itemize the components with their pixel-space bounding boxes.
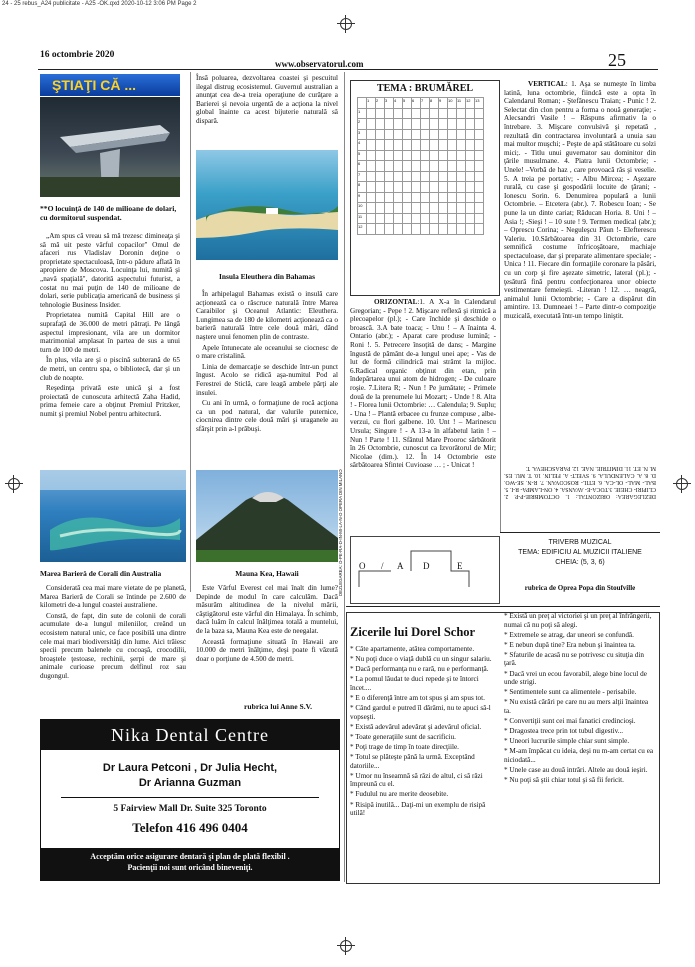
- crossword-cell[interactable]: [376, 150, 385, 161]
- crossword-cell[interactable]: [466, 192, 475, 203]
- dental-doctors-1: Dr Laura Petconi , Dr Julia Hecht,: [102, 762, 278, 774]
- crossword-cell[interactable]: [439, 119, 448, 130]
- zicere-item: * E o diferenţă între am tot spus şi am spus tot.: [350, 693, 485, 702]
- zicere-item: * Există adevărul adevărat şi adevărul oficial.: [350, 722, 482, 731]
- crossword-cell[interactable]: [376, 108, 385, 119]
- crossword-cell[interactable]: [475, 108, 484, 119]
- crossword-cell[interactable]: [421, 119, 430, 130]
- zicere-item: * La pomul lăudat te duci repede şi te întorci încet....: [350, 675, 479, 692]
- registration-mark-top: [340, 18, 352, 30]
- crossword-cell[interactable]: [475, 213, 484, 224]
- zicere-item: * Dacă vrei un ecou favorabil, alege bine locul de unde strigi.: [504, 669, 647, 687]
- orizontal-clues: [350, 298, 496, 470]
- crossword-cell[interactable]: [439, 161, 448, 172]
- crossword-cell[interactable]: [412, 150, 421, 161]
- crossword-cell[interactable]: [448, 171, 457, 182]
- crossword-cell[interactable]: [403, 192, 412, 203]
- crossword-cell[interactable]: [421, 182, 430, 193]
- crossword-column-number: 8: [430, 98, 439, 109]
- crossword-cell[interactable]: [376, 192, 385, 203]
- crossword-row-number: 9: [358, 192, 367, 203]
- coral-paragraph: Constă, de fapt, din sute de colonii de corali acumulate de-a lungul mileniilor, creând un ecosistem natural unic, ce face posibilă una dintre cele mai mari biodiversităţi din lume. Aici trăiesc specii precum balenele cu cocoaşă, crocodilii, broaştele ţestoase, rechinii, şerpi de mare şi animale curioase precum delfinul roz sau dugongul.: [40, 611, 186, 680]
- crossword-cell[interactable]: [385, 119, 394, 130]
- crossword-cell[interactable]: [385, 182, 394, 193]
- crossword-cell[interactable]: [457, 203, 466, 214]
- crossword-column-number: 10: [448, 98, 457, 109]
- crossword-column-number: 1: [367, 98, 376, 109]
- triverb-letter: E: [457, 561, 463, 571]
- crossword-cell[interactable]: [367, 161, 376, 172]
- crossword-cell[interactable]: [466, 171, 475, 182]
- zicere-item: * Umor nu înseamnă să râzi de altul, ci să râzi împreună cu el.: [350, 771, 483, 789]
- divider-1: [190, 72, 191, 592]
- crossword-cell[interactable]: [457, 171, 466, 182]
- crossword-cell[interactable]: [448, 129, 457, 140]
- crossword-cell[interactable]: [403, 108, 412, 119]
- crossword-cell[interactable]: [403, 150, 412, 161]
- header-rule: [38, 69, 658, 70]
- zicere-item: * Nu există cărări pe care nu au mers alţii înaintea ta.: [504, 698, 649, 715]
- crossword-cell[interactable]: [475, 129, 484, 140]
- crossword-cell[interactable]: [448, 213, 457, 224]
- crossword-cell[interactable]: [430, 192, 439, 203]
- zicerile-left-column: [350, 645, 496, 819]
- crossword-cell[interactable]: [412, 140, 421, 151]
- crossword-cell[interactable]: [367, 140, 376, 151]
- dental-address: 5 Fairview Mall Dr. Suite 325 Toronto: [113, 804, 267, 814]
- crossword-cell[interactable]: [403, 203, 412, 214]
- crossword-cell[interactable]: [475, 224, 484, 235]
- zicere-item: * Există un preţ al victoriei şi un preţ al înfrângerii, numai că nu poţi să alegi.: [504, 612, 652, 629]
- crossword-cell[interactable]: [475, 119, 484, 130]
- zicere-item: * Când gardul e putred îl dărâmi, nu te apuci să-l vopseşti.: [350, 704, 491, 721]
- stiati-caption: **O locuinţă de 140 de milioane de dolari, cu dormitorul suspendat.: [40, 204, 177, 222]
- crossword-cell[interactable]: [421, 192, 430, 203]
- crossword-row-number: 7: [358, 171, 367, 182]
- crossword-cell[interactable]: [403, 161, 412, 172]
- crossword-cell[interactable]: [448, 192, 457, 203]
- crossword-column-number: 12: [466, 98, 475, 109]
- crossword-cell[interactable]: [394, 119, 403, 130]
- crossword-cell[interactable]: [475, 203, 484, 214]
- triverb-letter: D: [423, 561, 430, 571]
- triverb-key: DEZLEGAREA: O-PE-RA-D-IN-MI-LA-N-O OPERA DIN MILANO: [338, 469, 343, 596]
- zicere-item: * Sentimentele sunt ca alimentele - perisabile.: [504, 688, 637, 697]
- crossword-cell[interactable]: [421, 224, 430, 235]
- crossword-cell[interactable]: [439, 108, 448, 119]
- dental-footer: [41, 848, 339, 880]
- mauna-kea-photo: [196, 470, 338, 562]
- crossword-column-number: 9: [439, 98, 448, 109]
- crossword-cell[interactable]: [475, 150, 484, 161]
- crossword-cell[interactable]: [394, 224, 403, 235]
- crossword-column-number: 7: [421, 98, 430, 109]
- crossword-column-number: 5: [403, 98, 412, 109]
- crossword-cell[interactable]: [385, 192, 394, 203]
- crossword-cell[interactable]: [376, 213, 385, 224]
- crossword-cell[interactable]: [394, 192, 403, 203]
- crossword-cell[interactable]: [403, 224, 412, 235]
- crossword-cell[interactable]: [457, 150, 466, 161]
- crossword-cell[interactable]: [412, 161, 421, 172]
- crossword-cell[interactable]: [367, 203, 376, 214]
- crossword-cell[interactable]: [421, 203, 430, 214]
- triverb-rule: [346, 606, 660, 607]
- crossword-cell[interactable]: [430, 108, 439, 119]
- stiati-paragraph: „Am spus că vreau să mă trezesc dimineaţa şi să mă uit peste vârful copacilor" Omul de afaceri rus Vladislav Doronin deţine o proprietate spectaculoasă, într-o pădure aflată în apropiere de Moscova. Locuinţa lui, numită şi „navă spaţială", datorită aspectului futurist, a costat nu mai puţin de 140 de milioane de dolari, serie publicaţia americană de business şi tehnologie Business Insider.: [40, 232, 180, 309]
- crossword-cell[interactable]: [421, 150, 430, 161]
- crossword-cell[interactable]: [412, 171, 421, 182]
- zicere-item: * Unele case au două intrări. Altele au două ieşiri.: [504, 766, 648, 774]
- eleuthera-caption: Insula Eleuthera din Bahamas: [219, 272, 315, 281]
- crossword-cell[interactable]: [376, 161, 385, 172]
- crossword-cell[interactable]: [439, 129, 448, 140]
- dezlegarea-text: [504, 464, 656, 499]
- crossword-cell[interactable]: [376, 140, 385, 151]
- zicere-item: * Dacă performanţa nu e rară, nu e performanţă.: [350, 665, 489, 674]
- crossword-cell[interactable]: [466, 203, 475, 214]
- crossword-cell[interactable]: [385, 171, 394, 182]
- crossword-cell[interactable]: [421, 129, 430, 140]
- coral-reef-photo: [40, 470, 186, 562]
- crossword-column-number: 6: [412, 98, 421, 109]
- crossword-cell[interactable]: [394, 140, 403, 151]
- crossword-cell[interactable]: [466, 182, 475, 193]
- crossword-cell[interactable]: [367, 119, 376, 130]
- eleuthera-paragraph: Cu ani în urmă, o formaţiune de rocă acţiona ca un pod natural, dar valurile puternice, ciocnirea dintre cele două mări şi uraganele au sfârşit prin a-l prăbuşi.: [196, 399, 338, 433]
- crossword-row-number: 2: [358, 119, 367, 130]
- crossword-cell[interactable]: [421, 140, 430, 151]
- crossword-cell[interactable]: [448, 161, 457, 172]
- dental-title-bar: [41, 720, 339, 750]
- crossword-cell[interactable]: [376, 203, 385, 214]
- crossword-cell[interactable]: [385, 129, 394, 140]
- crossword-cell[interactable]: [466, 213, 475, 224]
- crossword-row-number: 5: [358, 150, 367, 161]
- crossword-cell[interactable]: [421, 161, 430, 172]
- coral-caption: Marea Barieră de Corali din Australia: [40, 569, 162, 578]
- zicere-item: * Sfaturile de acasă nu se potrivesc cu situţia din ţară.: [504, 650, 644, 668]
- crossword-cell[interactable]: [403, 119, 412, 130]
- crossword-cell[interactable]: [421, 213, 430, 224]
- crossword-cell[interactable]: [403, 182, 412, 193]
- mauna-signature: rubrica lui Anne S.V.: [244, 702, 313, 711]
- dental-footer-line: Pacienţii noi sunt oricând bineveniţi.: [127, 863, 253, 872]
- triverb-letter: O: [359, 561, 366, 571]
- eleuthera-paragraph: Apele întunecate ale oceanului se ciocnesc de o mare cristalină.: [196, 343, 338, 361]
- crossword-title: TEMA : BRUMĂREL: [376, 83, 474, 94]
- crossword-cell[interactable]: [385, 224, 394, 235]
- stiati-paragraph: Proprietatea numită Capital Hill are o suprafaţă de 36.000 de metri pătraţi. Pe lângă aspectul impresionant, vila are un dormitor matrimonial amplasat în partea de sus a unui turn de 100 de metri.: [40, 311, 180, 354]
- crossword-cell[interactable]: [439, 182, 448, 193]
- crossword-cell[interactable]: [475, 182, 484, 193]
- crossword-cell[interactable]: [457, 192, 466, 203]
- crossword-cell[interactable]: [367, 182, 376, 193]
- crossword-cell[interactable]: [466, 129, 475, 140]
- crossword-cell[interactable]: [430, 182, 439, 193]
- page-number: 25: [608, 50, 626, 70]
- mauna-paragraph: Această formaţiune situată în Hawaii are 10.000 de metri înălţime, deşi poate fi văzută doar o porţiune de 4.500 de metri.: [196, 637, 338, 663]
- spaceship-house-photo: [40, 97, 180, 197]
- stiati-banner-text: ŞTIAŢI CĂ ...: [52, 77, 136, 93]
- crossword-cell[interactable]: [466, 161, 475, 172]
- crossword-cell[interactable]: [376, 171, 385, 182]
- triverb-key-vertical: [338, 469, 343, 596]
- crossword-cell[interactable]: [367, 171, 376, 182]
- triverb-info: [502, 538, 658, 568]
- crossword-row-number: 8: [358, 182, 367, 193]
- crossword-cell[interactable]: [394, 161, 403, 172]
- crossword-cell[interactable]: [421, 171, 430, 182]
- crossword-cell[interactable]: [448, 119, 457, 130]
- crossword-cell[interactable]: [430, 224, 439, 235]
- vertical-text: : 1. Aşa se numeşte în limba latină, luna octombrie, fiindcă este a opta în Calendarul Roman; - Ştefănescu Traian; - Punic ! 2. Selectat din clon pentru a forma o nouă generaţie; - Alecsandri Vasile ! – Răspuns afirmativ la o întrebare. 3. Mişcare convulsivă şi repetată , rezultată din contractarea involuntară a unuia sau mai multor muşchi; - Peşte de apă stătătoare cu solzi mici;. - Titlu unui guvernator sau dominitor din ţările musulmane. 4. Piatra lunii Octombrie; - Unele! –Vorbă de haz , care provoacă râs şi veselie. 5. A treia pe portativ; - Albu Mircea; - Aşezare rurală, cu case şi gospodării locuite de ţărani; - Ionescu Sorin. 6. Denumirea populară a lunii Octombrie. – Etcetera (abr.). 7. Robescu Ioan; - Se pune la un dinte cariat; Răducan Horia. 8. Uni ! – Asia !; -Sieşi ! – 10 sute ! 9. Termen medical (abr.); – Oprescu Corina; - Neguleşcu Păun !- Elefterescu Valeriu. 10.Sărbătoarea din 31 Octombrie, care semnifică costume înfricoşătoare, machiaje spectaculoase, dar şi preparate alimentare speciale; - Unica ! 11. Fiecare din formaţiile coronare la păsări, cu un corp şi fire aşezate simetric, lateral (pl.); - ţesătură fină pentru confecţionarea unor obiecte vestimentare femeieşti. -Literan ! 12. … neagră, animalul lunii Octombrie; - Care a dispărut din amintire. 13. Dumneaei ! – Parte dintr-o compoziţie muzicală, executată într-un tempo liniştit.: [504, 80, 656, 321]
- crossword-cell[interactable]: [376, 182, 385, 193]
- dezlegarea-rule: [500, 532, 660, 533]
- zicere-item: * Fudulul nu are merite deosebite.: [350, 790, 449, 799]
- crossword-cell[interactable]: [466, 150, 475, 161]
- crossword-cell[interactable]: [448, 182, 457, 193]
- crossword-cell[interactable]: [385, 140, 394, 151]
- registration-mark-left: [8, 478, 20, 490]
- crossword-column-number: 13: [475, 98, 484, 109]
- crossword-cell[interactable]: [421, 108, 430, 119]
- crossword-cell[interactable]: [376, 119, 385, 130]
- crossword-cell[interactable]: [412, 108, 421, 119]
- crossword-cell[interactable]: [448, 203, 457, 214]
- crossword-cell[interactable]: [466, 108, 475, 119]
- triverb-theme: TEMA: EDIFICIU AL MUZICII ITALIENE: [518, 549, 642, 556]
- triverb-letter: A: [397, 561, 404, 571]
- crossword-cell[interactable]: [394, 203, 403, 214]
- zicere-item: * Nu poţi să ştii chiar totul şi să fii fericit.: [504, 776, 624, 785]
- crossword-cell[interactable]: [394, 182, 403, 193]
- crossword-cell[interactable]: [376, 224, 385, 235]
- crossword-cell[interactable]: [367, 192, 376, 203]
- stiati-paragraph: Reşedinţa privată este unică şi a fost proiectată de cunoscuta arhitectă Zaha Hadid, prima femeie care a obţinut Premiul Pritzker, numit şi premiul Nobel pentru arhitectură.: [40, 384, 180, 418]
- zicerile-right-column: [504, 612, 656, 786]
- crossword-cell[interactable]: [367, 224, 376, 235]
- crossword-cell[interactable]: [412, 119, 421, 130]
- triverb-box: [350, 536, 500, 604]
- crossword-cell[interactable]: [475, 192, 484, 203]
- dental-doctors-2: Dr Arianna Guzman: [138, 777, 242, 789]
- triverb-title: TRIVERB MUZICAL: [548, 539, 612, 546]
- crossword-cell[interactable]: [385, 213, 394, 224]
- crossword-grid: [357, 97, 484, 235]
- crossword-column-number: 11: [457, 98, 466, 109]
- crossword-cell[interactable]: [475, 161, 484, 172]
- mauna-article: [196, 584, 338, 665]
- crossword-row-number: 12: [358, 224, 367, 235]
- crossword-row-number: 6: [358, 161, 367, 172]
- crossword-cell[interactable]: [430, 171, 439, 182]
- crossword-cell[interactable]: [412, 224, 421, 235]
- zicere-item: * Convertiţii sunt cei mai fanatici credincioşi.: [504, 717, 636, 726]
- crossword-row-number: 3: [358, 129, 367, 140]
- zicere-item: * Nu poţi duce o viaţă dublă cu un singur salariu.: [350, 655, 492, 664]
- coral-article: [40, 584, 186, 683]
- triverb-key-hint: CHEIA: (5, 3, 6): [555, 559, 605, 566]
- crossword-cell[interactable]: [457, 161, 466, 172]
- crossword-cell[interactable]: [403, 140, 412, 151]
- crossword-column-number: 4: [394, 98, 403, 109]
- crossword-cell[interactable]: [439, 213, 448, 224]
- dental-title: Nika Dental Centre: [111, 725, 269, 745]
- crossword-cell[interactable]: [457, 129, 466, 140]
- crossword-cell[interactable]: [448, 140, 457, 151]
- crossword-cell[interactable]: [439, 140, 448, 151]
- coral-paragraph: Considerată cea mai mare vietate de pe planetă, Marea Barieră de Corali se întinde pe 2.600 de kilometri de-a lungul coastei australiene.: [40, 584, 186, 610]
- crossword-cell[interactable]: [439, 203, 448, 214]
- crossword-cell[interactable]: [448, 150, 457, 161]
- eleuthera-article: [196, 290, 338, 436]
- crossword-cell[interactable]: [430, 161, 439, 172]
- zicerile-title: Zicerile lui Dorel Schor: [350, 625, 476, 639]
- eleuthera-paragraph: În arhipelagul Bahamas există o insulă care acţionează ca o răscruce naturală între Marea Caraibilor şi Oceanul Atlantic: Eleuthera. Lungimea sa de 180 de kilometri acţionează ca o barieră naturală între cele două mări, dând naştere unui fenomen plin de contraste.: [196, 290, 338, 341]
- print-slug: 24 - 25 rebus_A24 publicitate - A25 -OK.qxd 2020-10-12 3:06 PM Page 2: [2, 1, 197, 7]
- crossword-cell[interactable]: [430, 140, 439, 151]
- crossword-row-number: 1: [358, 108, 367, 119]
- site-name: www.observatorul.com: [275, 59, 364, 69]
- crossword-row-number: 4: [358, 140, 367, 151]
- crossword-cell[interactable]: [430, 150, 439, 161]
- registration-mark-bottom: [340, 940, 352, 952]
- registration-mark-right: [676, 478, 688, 490]
- zicere-item: * M-am împăcat cu ideia, deşi nu m-am certat cu ea niciodată...: [504, 747, 654, 764]
- crossword-cell[interactable]: [385, 108, 394, 119]
- zicere-item: * Toate generaţiile sunt de sacrificiu.: [350, 732, 456, 741]
- crossword-row-number: 11: [358, 213, 367, 224]
- orizontal-heading: ORIZONTAL: [374, 298, 418, 306]
- divider-2: [344, 72, 345, 882]
- crossword-cell[interactable]: [439, 224, 448, 235]
- triverb-letter: /: [381, 561, 384, 571]
- crossword-row-number: 10: [358, 203, 367, 214]
- zicere-item: * E nebun după tine? Era nebun şi înaintea ta.: [504, 640, 636, 649]
- mauna-paragraph: Este Vârful Everest cel mai înalt din lume? Depinde de modul în care calculăm. Dacă măsurăm altitudinea de la nivelul mării, câştigătorul este vârful din Himalaya. În schimb, dacă luăm în calcul înălţimea totală a muntelui, de la baza sa, Mauna Kea este de neegalat.: [196, 584, 338, 635]
- crossword-cell[interactable]: [430, 203, 439, 214]
- crossword-cell[interactable]: [403, 213, 412, 224]
- crossword-cell[interactable]: [430, 119, 439, 130]
- crossword-cell[interactable]: [475, 140, 484, 151]
- divider-3: [500, 300, 501, 532]
- crossword-cell[interactable]: [403, 171, 412, 182]
- crossword-cell[interactable]: [466, 119, 475, 130]
- triverb-signature: rubrica de Oprea Popa din Stoufville: [524, 584, 636, 592]
- zicere-item: * Poţi trage de timp în toate direcţiile.: [350, 742, 459, 751]
- crossword-cell[interactable]: [457, 224, 466, 235]
- zicere-item: * Uneori lucrurile simple chiar sunt simple.: [504, 737, 630, 746]
- zicere-item: * Totul se plăteşte până la urmă. Exceptând datoriile...: [350, 753, 475, 770]
- crossword-cell[interactable]: [466, 140, 475, 151]
- crossword-cell[interactable]: [457, 213, 466, 224]
- crossword-cell[interactable]: [394, 150, 403, 161]
- crossword-cell[interactable]: [394, 129, 403, 140]
- eleuthera-photo: [196, 150, 338, 260]
- crossword-cell[interactable]: [412, 213, 421, 224]
- crossword-cell[interactable]: [457, 119, 466, 130]
- vertical-clues: [504, 80, 656, 321]
- crossword-cell[interactable]: [376, 129, 385, 140]
- stiati-article: [40, 232, 180, 420]
- dental-ad: [40, 719, 340, 881]
- crossword-cell[interactable]: [448, 224, 457, 235]
- crossword-cell[interactable]: [367, 150, 376, 161]
- crossword-cell[interactable]: [367, 108, 376, 119]
- crossword-cell[interactable]: [448, 108, 457, 119]
- crossword-cell[interactable]: [367, 213, 376, 224]
- crossword-cell[interactable]: [385, 150, 394, 161]
- crossword-cell[interactable]: [385, 203, 394, 214]
- crossword-cell[interactable]: [403, 129, 412, 140]
- crossword-cell[interactable]: [457, 108, 466, 119]
- crossword-cell[interactable]: [430, 129, 439, 140]
- crossword-cell[interactable]: [475, 171, 484, 182]
- crossword-cell[interactable]: [439, 150, 448, 161]
- page-date: 16 octombrie 2020: [40, 50, 115, 60]
- eleuthera-paragraph: Linia de demarcaţie se deschide într-un punct îngust. Acolo se ridică aşa-numitul Pod al Ferestrei de Sticlă, care leagă ambele părţi ale insulei.: [196, 362, 338, 397]
- zicere-item: * Dragostea trece prin tot tubul digestiv...: [504, 727, 624, 736]
- crossword-box: [350, 80, 500, 296]
- crossword-cell[interactable]: [412, 192, 421, 203]
- dental-divider: [61, 797, 319, 798]
- crossword-cell[interactable]: [367, 129, 376, 140]
- eleuthera-intro: Însă poluarea, dezvoltarea coastei şi pescuitul ilegal distrug ecosistemul. Guvernul australian a anunţat cea de-a treia operaţiune de curăţare a Barierei şi nevoia urgentă de a acţiona la nivel global înainte ca acest bijuterie naturală să dispară.: [196, 74, 338, 125]
- crossword-cell[interactable]: [412, 203, 421, 214]
- crossword-column-number: 2: [376, 98, 385, 109]
- crossword-cell[interactable]: [385, 161, 394, 172]
- dezlegarea-content: DEZLEGAREA: ORIZONTAL: 1. OCTOMBRIE-P-P. 2. CLIPIRI- CHEIE. 3.TOCA-E- AVANSA. 4. ON-LAMPA- R-I. 5. BAL- MAL- OL-CA. 6. ETIL- ROSCOVAN. 7. R-N. SE-WO. D. 8. A. CALENDULA. 9. SVELT- A. FELIN. 10. T. MU. ES. M. N. ET. 11. DIMITRIE. NAE. 12. PARASCHEVA. T.: [504, 465, 656, 499]
- zicere-item: * Extremele se atrag, dar uneori se confundă.: [504, 630, 634, 639]
- crossword-column-number: 3: [385, 98, 394, 109]
- crossword-cell[interactable]: [439, 171, 448, 182]
- crossword-cell[interactable]: [430, 213, 439, 224]
- dental-footer-line: Acceptăm orice asigurare dentară şi plan de plată flexibil .: [90, 852, 290, 861]
- stiati-paragraph: În plus, vila are şi o piscină subterană de 65 de metri, un centru spa, o bibliotecă, dar şi un club de noapte.: [40, 356, 180, 382]
- orizontal-text: :1. A X-a în Calendarul Gregorian; - Pepe ! 2. Mişcare reflexă şi ritmică a plecoapelor (pl.); - Care închide şi deschide o broască. 3.A bate toaca; - Unu ! – A înainta 4. Ontario (abr.); - Aparat care produse lumină; - Roni !. 5. Petrecere însoţită de dans; - Margine îngustă de pământ de-a lungul unei ape; - Vas de lut de formă cilindrică mai strâmt la mijloc. 6.Radical organic obţinut din etan, prin îndepărtarea unui atom de hidrogen; - De culoare roşie. 7.Litera R; - Nun ! Pe jumătate; - Primele două de la prenumele lui Mozart; - Unde ! 8. Alta ! - Florea lunii Octombrie: … Calendula; 9. Suplu; - Una ! – Plantă erbacee cu frunze compuse , albe-verzui, cu flori galbene. 10. Unt ! – Marinescu Ursula; Singure ! - A 13-a în alfabetul latin ! – Nun ! Parte ! 11. Sfântul Mare Prooroc sărbătorit în 26 Octombrie, cunoscut ca Izvorâtorul de Mir; Nicolae (dim.). 12. În 14 Octombrie este sărbătoarea Sfintei Cuvioase … ; - Unicat !: [350, 298, 496, 470]
- crossword-cell[interactable]: [412, 182, 421, 193]
- crossword-cell[interactable]: [439, 192, 448, 203]
- crossword-cell[interactable]: [466, 224, 475, 235]
- mauna-caption: Mauna Kea, Hawaii: [235, 569, 299, 578]
- crossword-cell[interactable]: [457, 140, 466, 151]
- zicere-item: * Risipă inutilă... Daţi-mi un exemplu de risipă utilă!: [350, 800, 486, 818]
- crossword-cell[interactable]: [457, 182, 466, 193]
- crossword-cell[interactable]: [394, 171, 403, 182]
- crossword-cell[interactable]: [412, 129, 421, 140]
- crossword-cell[interactable]: [394, 213, 403, 224]
- zicere-item: * Câte apartamente, atâtea comportamente.: [350, 645, 475, 653]
- crossword-cell[interactable]: [394, 108, 403, 119]
- dental-phone[interactable]: Telefon 416 496 0404: [132, 820, 248, 835]
- vertical-heading: VERTICAL: [528, 80, 566, 88]
- stiati-banner: [40, 74, 180, 96]
